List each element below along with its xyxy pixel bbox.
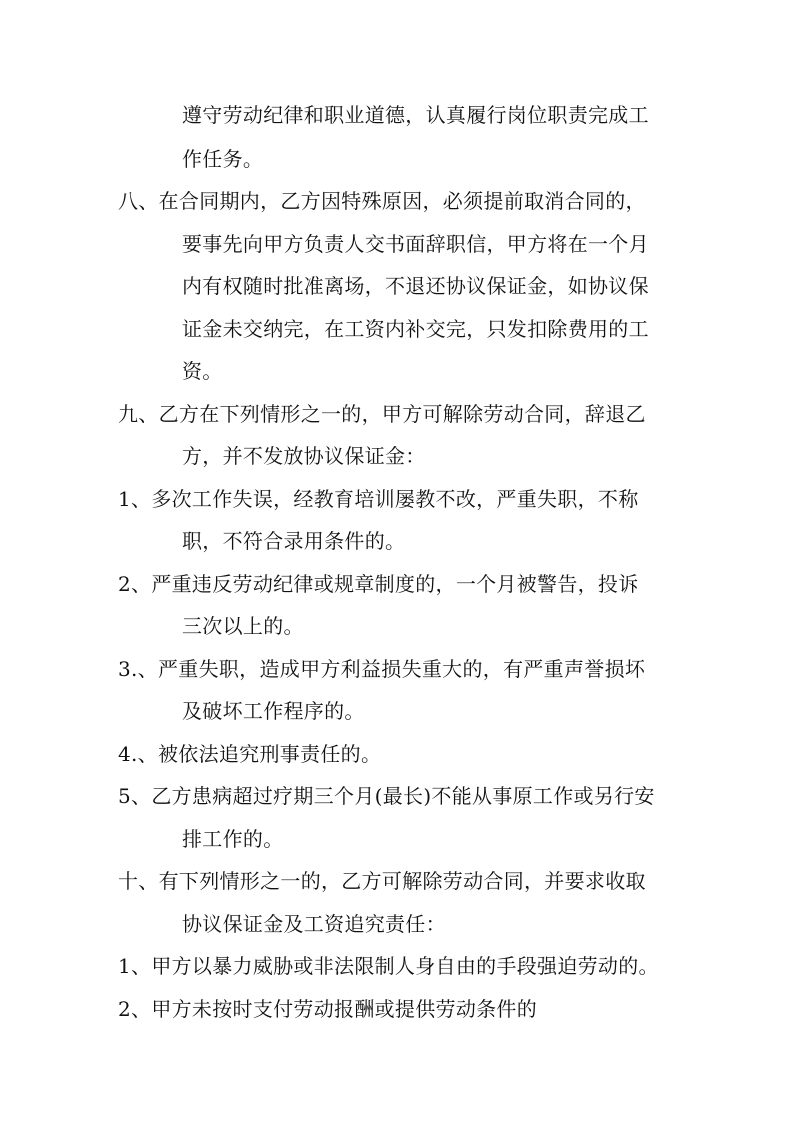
text-line: 及破坏工作程序的。 xyxy=(182,699,365,723)
text-line: 排工作的。 xyxy=(182,827,284,851)
text-line: 十、有下列情形之一的，乙方可解除劳动合同，并要求收取 xyxy=(118,869,646,893)
text-line: 八、在合同期内，乙方因特殊原因，必须提前取消合同的， xyxy=(118,189,646,213)
text-line: 3.、严重失职，造成甲方利益损失重大的，有严重声誉损坏 xyxy=(118,657,646,681)
text-line: 证金未交纳完，在工资内补交完，只发扣除费用的工 xyxy=(182,317,649,341)
text-line: 遵守劳动纪律和职业道德，认真履行岗位职责完成工 xyxy=(182,103,649,127)
text-line: 协议保证金及工资追究责任： xyxy=(182,912,446,936)
text-line: 4.、被依法追究刑事责任的。 xyxy=(118,742,382,766)
text-line: 5、乙方患病超过疗期三个月(最长)不能从事原工作或另行安 xyxy=(118,784,655,808)
text-line: 方，并不发放协议保证金： xyxy=(182,444,426,468)
text-line: 1、多次工作失误，经教育培训屡教不改，严重失职，不称 xyxy=(118,487,639,511)
text-line: 九、乙方在下列情形之一的，甲方可解除劳动合同，辞退乙 xyxy=(118,402,646,426)
text-line: 内有权随时批准离场，不退还协议保证金，如协议保 xyxy=(182,274,649,298)
text-line: 作任务。 xyxy=(182,147,264,171)
text-line: 2、甲方未按时支付劳动报酬或提供劳动条件的 xyxy=(118,997,538,1021)
text-line: 职，不符合录用条件的。 xyxy=(182,529,406,553)
text-line: 要事先向甲方负责人交书面辞职信，甲方将在一个月 xyxy=(182,232,649,256)
text-line: 三次以上的。 xyxy=(182,614,304,638)
text-line: 1、甲方以暴力威胁或非法限制人身自由的手段强迫劳动的。 xyxy=(118,954,659,978)
text-line: 资。 xyxy=(182,359,223,383)
text-line: 2、严重违反劳动纪律或规章制度的，一个月被警告，投诉 xyxy=(118,572,639,596)
